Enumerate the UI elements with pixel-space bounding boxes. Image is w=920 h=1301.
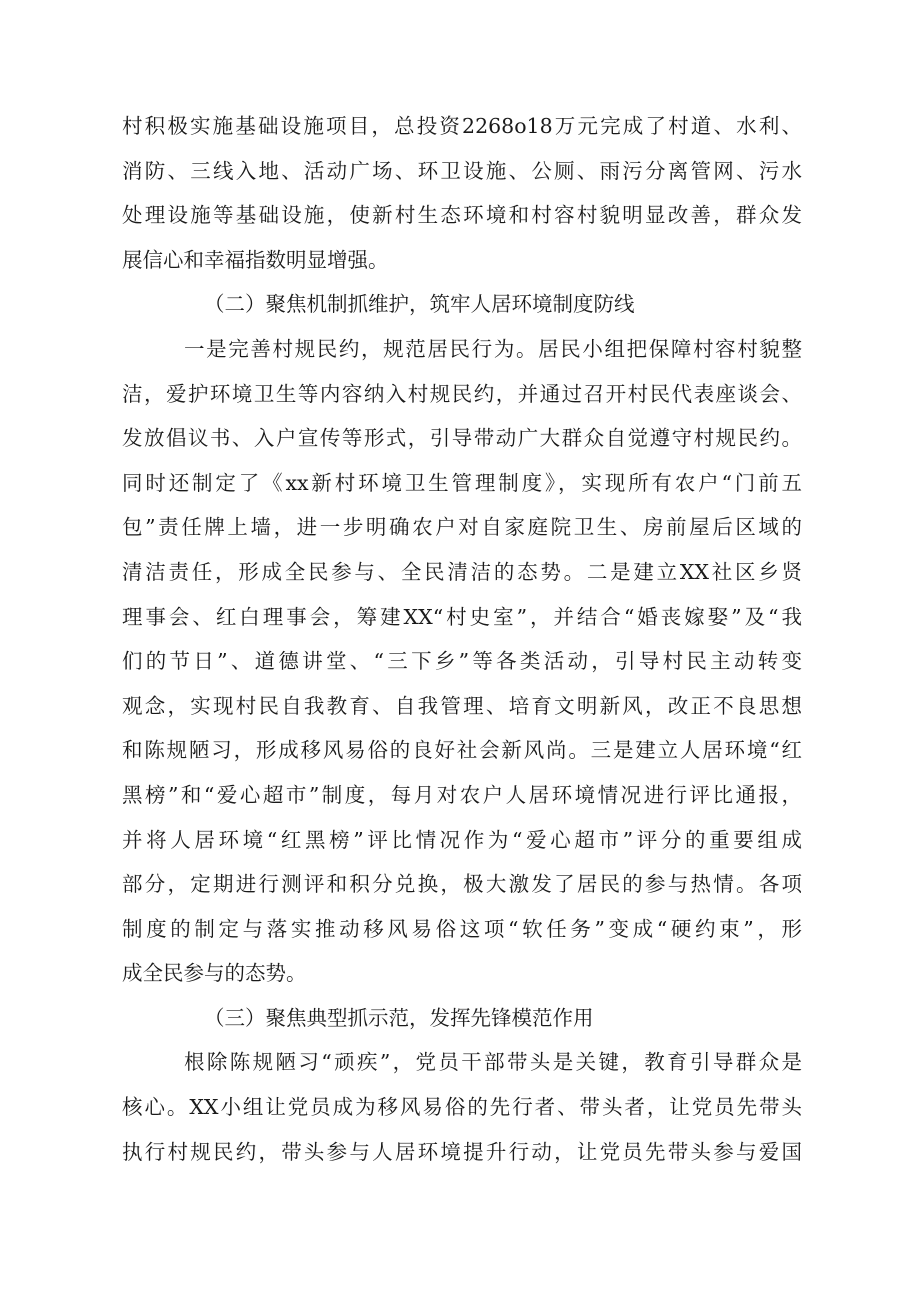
text-line: 部分，定期进行测评和积分兑换，极大激发了居民的参与热情。各项 (122, 872, 802, 897)
heading-line: （三）聚焦典型抓示范，发挥先锋模范作用 (204, 1005, 594, 1030)
text-line: 清洁责任，形成全民参与、全民清洁的态势。二是建立XX社区乡贤 (122, 559, 802, 584)
text-line: 洁，爱护环境卫生等内容纳入村规民约，并通过召开村民代表座谈会、 (122, 381, 802, 406)
text-line: 理事会、红白理事会，筹建XX“村史室”，并结合“婚丧嫁娶”及“我 (122, 604, 802, 629)
text-line: 制度的制定与落实推动移风易俗这项“软任务”变成“硬约束”，形 (122, 916, 802, 941)
text-line: 发放倡议书、入户宣传等形式，引导带动广大群众自觉遵守村规民约。 (122, 426, 802, 451)
text-line: 消防、三线入地、活动广场、环卫设施、公厕、雨污分离管网、污水 (122, 158, 802, 183)
text-line: 执行村规民约，带头参与人居环境提升行动，让党员先带头参与爱国 (122, 1139, 802, 1164)
text-line: 一是完善村规民约，规范居民行为。居民小组把保障村容村貌整 (184, 336, 802, 361)
paragraph-village-rules (122, 327, 802, 996)
text-line: 和陈规陋习，形成移风易俗的良好社会新风尚。三是建立人居环境“红 (122, 738, 802, 763)
text-line: 黑榜”和“爱心超市”制度，每月对农户人居环境情况进行评比通报， (122, 782, 802, 807)
text-line: 展信心和幸福指数明显增强。 (122, 247, 389, 272)
text-line: 村积极实施基础设施项目，总投资2268o18万元完成了村道、水利、 (122, 114, 802, 138)
text-line: 同时还制定了《xx新村环境卫生管理制度》，实现所有农户“门前五 (122, 470, 802, 495)
text-line: 观念，实现村民自我教育、自我管理、培育文明新风，改正不良思想 (122, 693, 802, 718)
paragraph-infrastructure (122, 104, 802, 282)
document-body (122, 104, 802, 1174)
text-line: 根除陈规陋习“顽疾”，党员干部带头是关键，教育引导群众是 (184, 1050, 802, 1075)
text-line: 成全民参与的态势。 (122, 961, 307, 986)
text-line: 处理设施等基础设施，使新村生态环境和村容村貌明显改善，群众发 (122, 203, 802, 228)
text-line: 并将人居环境“红黑榜”评比情况作为“爱心超市”评分的重要组成 (122, 827, 802, 852)
text-line: 核心。XX小组让党员成为移风易俗的先行者、带头者，让党员先带头 (122, 1095, 802, 1120)
text-line: 们的节日”、道德讲堂、“三下乡”等各类活动，引导村民主动转变 (122, 649, 802, 674)
text-line: 包”责任牌上墙，进一步明确农户对自家庭院卫生、房前屋后区域的 (122, 515, 802, 540)
section-heading-three (122, 996, 802, 1041)
section-heading-two (122, 282, 802, 327)
heading-line: （二）聚焦机制抓维护，筑牢人居环境制度防线 (204, 292, 635, 317)
paragraph-party-members (122, 1040, 802, 1174)
